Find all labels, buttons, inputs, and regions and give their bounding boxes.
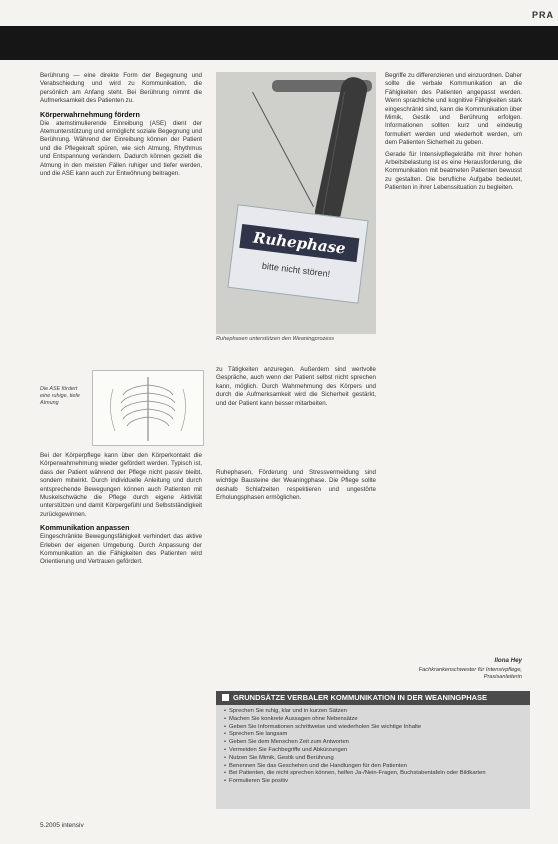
list-item: • Machen Sie konkrete Aussagen ohne Nebensätze <box>224 716 530 724</box>
author-affiliation: Fachkrankenschwester für Intensivpflege, Praxisanleiterin <box>418 667 522 680</box>
list-item: • Vermeiden Sie Fachbegriffe und Abkürzungen <box>224 747 530 755</box>
column-2-lower <box>216 469 376 506</box>
list-item: • Sprechen Sie langsam <box>224 731 530 739</box>
paragraph-col3-2: Gerade für Intensivpflegekräfte mit ihrer hohen Arbeitsbelastung ist es eine Herausforderung, die Kommunikation mit beatmeten Patienten bewusst zu gestalten. Die berufliche Aufgabe bedeutet, Patienten in ihrer Lebenssituation zu begleiten. <box>385 150 522 192</box>
info-box <box>216 691 530 809</box>
page-footer: 5.2005 intensiv <box>40 822 84 829</box>
list-item: • Geben Sie Informationen schrittweise und wiederholen Sie wichtige Inhalte <box>224 724 530 732</box>
door-handle <box>313 75 370 227</box>
door-sign <box>227 204 368 303</box>
list-item: • Geben Sie dem Menschen Zeit zum Antworten <box>224 739 530 747</box>
ase-illustration <box>92 370 204 446</box>
column-1 <box>40 72 202 181</box>
sketch-caption: Die ASE fördert eine ruhige, tiefe Atmung <box>40 386 80 406</box>
photo-caption: Ruhephasen unterstützen den Weaningprozess <box>216 336 335 342</box>
paragraph-ase: Die atemstimulierende Einreibung (ASE) dient der Atemunterstützung und ermöglicht soziale Begegnung und Berührung. Während der Einreibung können der Patient und die Pflegekraft spüren, wie sich Atmung, Rhythmus und Entspannung verändern. Dadurch können gezielt die Atmung in den meisten Fällen ruhiger und tiefer werden, und die ASE kann auch zur Entwöhnung beitragen. <box>40 119 202 178</box>
photo-ruhephase <box>216 72 376 334</box>
heading-koerperwahrnehmung: Körperwahrnehmung fördern <box>40 109 140 119</box>
list-item: • Nutzen Sie Mimik, Gestik und Berührung <box>224 755 530 763</box>
section-tag: PRA <box>531 10 554 20</box>
author-name: Ilona Hey <box>494 657 522 664</box>
list-item: • Formulieren Sie positiv <box>224 778 530 786</box>
paragraph-col2-1: zu Tätigkeiten anzuregen. Außerdem sind wertvolle Gespräche, auch wenn der Patient selbst nicht sprechen kann, möglich. Durch Wahrnehmung des Körpers und durch die Aufmerksamkeit wird die Sicherheit gestärkt, und der Patient kann besser mitarbeiten. <box>216 366 376 407</box>
paragraph-col3-1: Begriffe zu differenzieren und einzuordnen. Daher sollte die verbale Kommunikation an die Fähigkeiten des Patienten angepasst werden. Wenn sprachliche und kognitive Fähigkeiten stark eingeschränkt sind, kann die Kommunikation über Mimik, Gestik und Berührung erfolgen. Informationen sollten kurz und eindeutig formuliert werden und wiederholt werden, um dem Patienten Sicherheit zu geben. <box>385 72 522 147</box>
sign-string-left <box>252 92 314 207</box>
column-2 <box>216 366 376 411</box>
column-3 <box>385 72 522 196</box>
header-bar <box>0 26 558 60</box>
list-item: • Benennen Sie das Geschehen und die Handlungen für den Patienten <box>224 763 530 771</box>
intro-paragraph: Berührung — eine direkte Form der Begegnung und Verabschiedung und wird zu Kommunikation, die persönlich am Anfang steht. Bei Berührung nimmt die Aufmerksamkeit des Patienten zu. <box>40 72 202 105</box>
paragraph-kommunikation: Eingeschränkte Bewegungsfähigkeit verhindert das aktive Erleben der eigenen Umgebung. Durch Anpassung der Kommunikation an die Fähigkeiten des Patienten wird Orientierung und Vertrauen gefördert. <box>40 533 202 566</box>
heading-kommunikation: Kommunikation anpassen <box>40 523 130 533</box>
square-icon <box>222 694 229 701</box>
info-box-header <box>216 691 530 705</box>
list-item: • Sprechen Sie ruhig, klar und in kurzen Sätzen <box>224 708 530 716</box>
column-1-lower <box>40 452 202 570</box>
ribcage-icon <box>93 371 203 445</box>
list-item: • Bei Patienten, die nicht sprechen können, helfen Ja-/Nein-Fragen, Buchstabentafeln oder Bildkarten <box>224 770 530 778</box>
info-box-list <box>216 708 530 786</box>
paragraph-koerperpflege: Bei der Körperpflege kann über den Körperkontakt die Körperwahrnehmung wieder gefördert werden. Typisch ist, dass der Patient während der Pflege nicht passiv bleibt, sondern mitwirkt. Durch individuelle Anleitung und durch entsprechende Bewegungen können auch Patienten mit Muskelschwäche die Pflege durch eigene Aktivität unterstützen und damit Körpergefühl und Selbstständigkeit zurückgewinnen. <box>40 452 202 518</box>
paragraph-col2-2: Ruhephasen, Förderung und Stressvermeidung sind wichtige Bausteine der Weaningphase. Die Pflege sollte deshalb Schlafzeiten respektieren und ungestörte Erholungsphasen ermöglichen. <box>216 469 376 502</box>
author-block <box>385 657 522 681</box>
sign-subtitle: bitte nicht stören! <box>261 260 331 280</box>
info-box-title: GRUNDSÄTZE VERBALER KOMMUNIKATION IN DER WEANINGPHASE <box>233 693 488 702</box>
sign-title: Ruhephase <box>239 224 359 262</box>
